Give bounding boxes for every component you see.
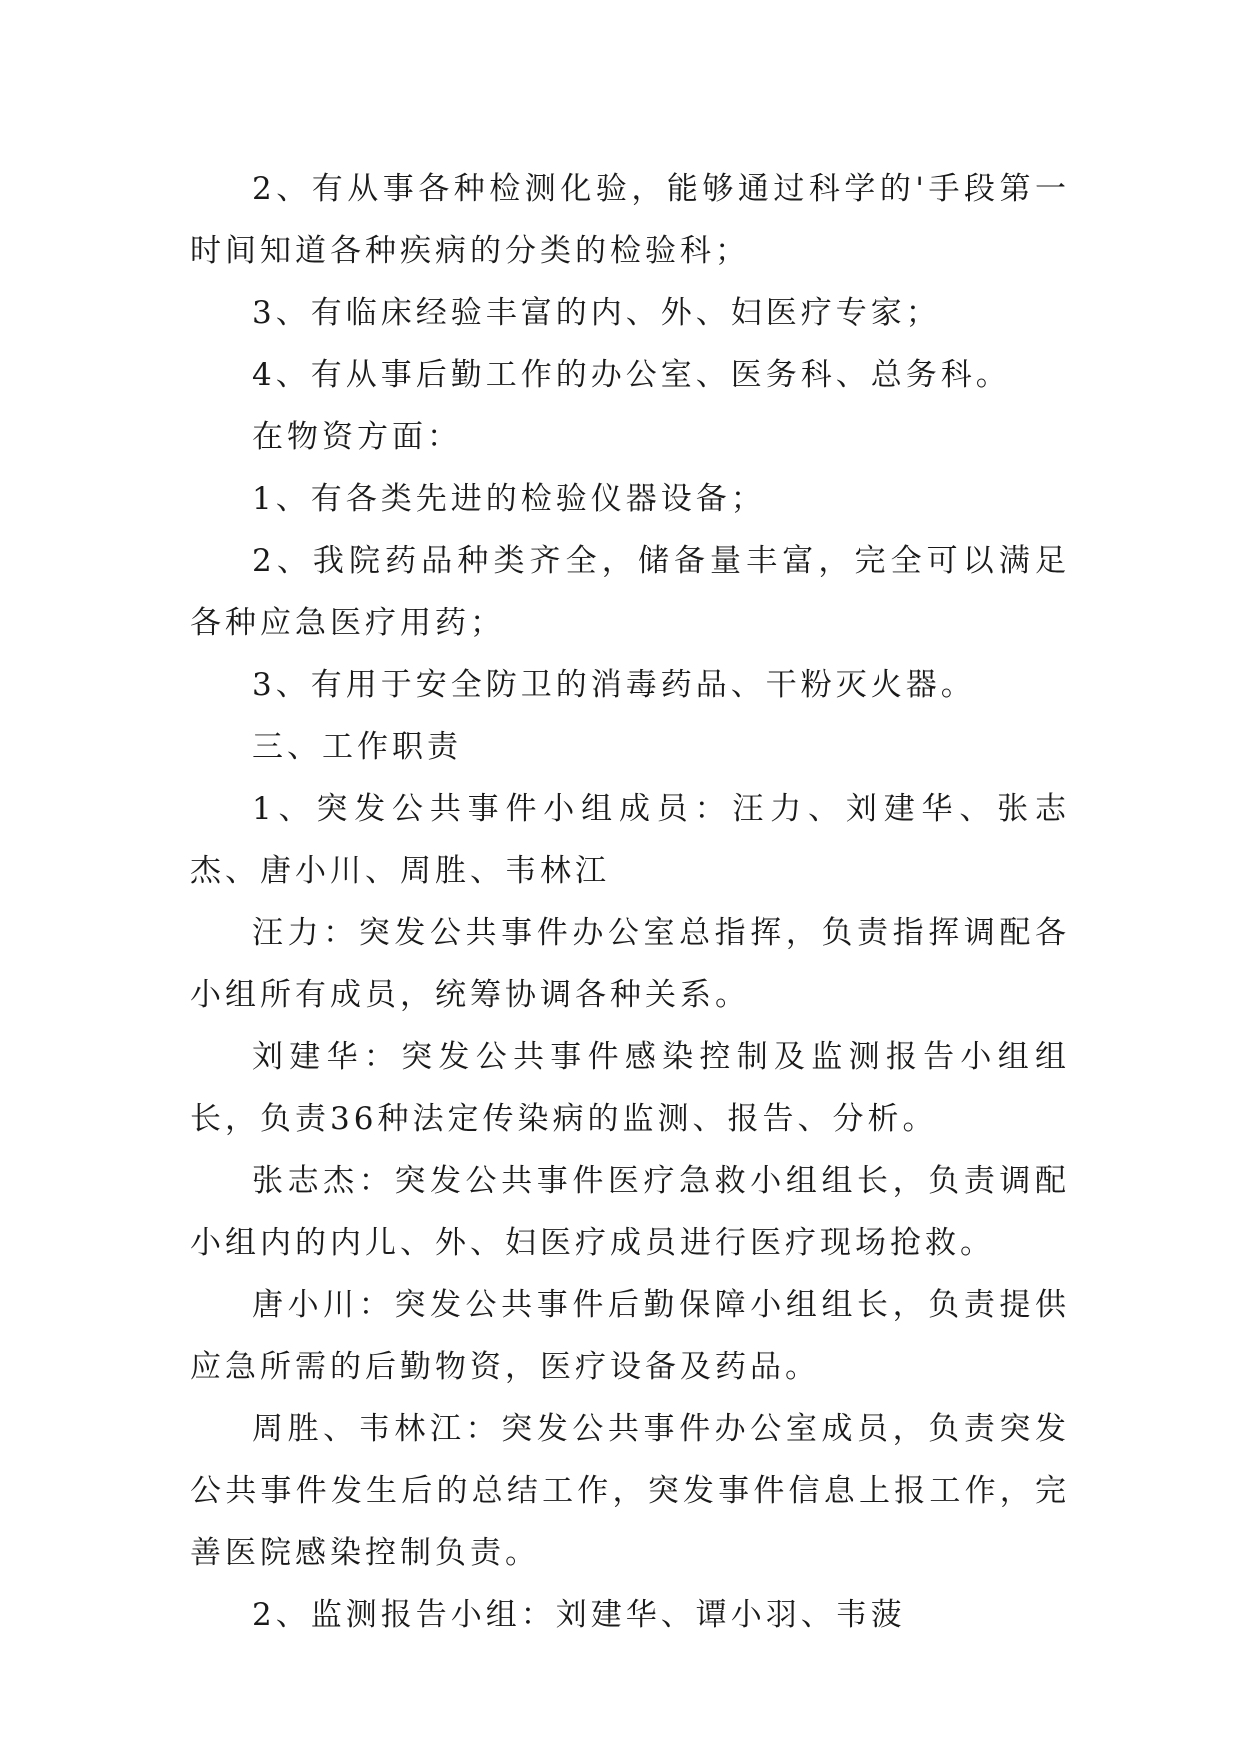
- document-body: [190, 158, 1070, 1646]
- paragraph: 张志杰：突发公共事件医疗急救小组组长，负责调配小组内的内儿、外、妇医疗成员进行医疗现场抢救。: [190, 1163, 1070, 1261]
- paragraph: 在物资方面：: [252, 419, 462, 455]
- paragraph: 4、有从事后勤工作的办公室、医务科、总务科。: [252, 357, 1011, 393]
- paragraph: 周胜、韦林江：突发公共事件办公室成员，负责突发公共事件发生后的总结工作，突发事件信息上报工作，完善医院感染控制负责。: [190, 1411, 1070, 1571]
- paragraph: 2、有从事各种检测化验，能够通过科学的'手段第一时间知道各种疾病的分类的检验科；: [190, 171, 1070, 269]
- paragraph: 1、有各类先进的检验仪器设备；: [252, 481, 766, 517]
- paragraph: 3、有用于安全防卫的消毒药品、干粉灭火器。: [252, 667, 976, 703]
- paragraph: 2、我院药品种类齐全，储备量丰富，完全可以满足各种应急医疗用药；: [190, 543, 1070, 641]
- paragraph: 汪力：突发公共事件办公室总指挥，负责指挥调配各小组所有成员，统筹协调各种关系。: [190, 915, 1070, 1013]
- paragraph: 2、监测报告小组：刘建华、谭小羽、韦菠: [252, 1597, 906, 1633]
- paragraph: 1、突发公共事件小组成员：汪力、刘建华、张志杰、唐小川、周胜、韦林江: [190, 791, 1070, 889]
- paragraph: 唐小川：突发公共事件后勤保障小组组长，负责提供应急所需的后勤物资，医疗设备及药品。: [190, 1287, 1070, 1385]
- paragraph: 3、有临床经验丰富的内、外、妇医疗专家；: [252, 295, 941, 331]
- paragraph: 刘建华：突发公共事件感染控制及监测报告小组组长，负责36种法定传染病的监测、报告、分析。: [190, 1039, 1070, 1137]
- section-heading: 三、工作职责: [252, 729, 462, 765]
